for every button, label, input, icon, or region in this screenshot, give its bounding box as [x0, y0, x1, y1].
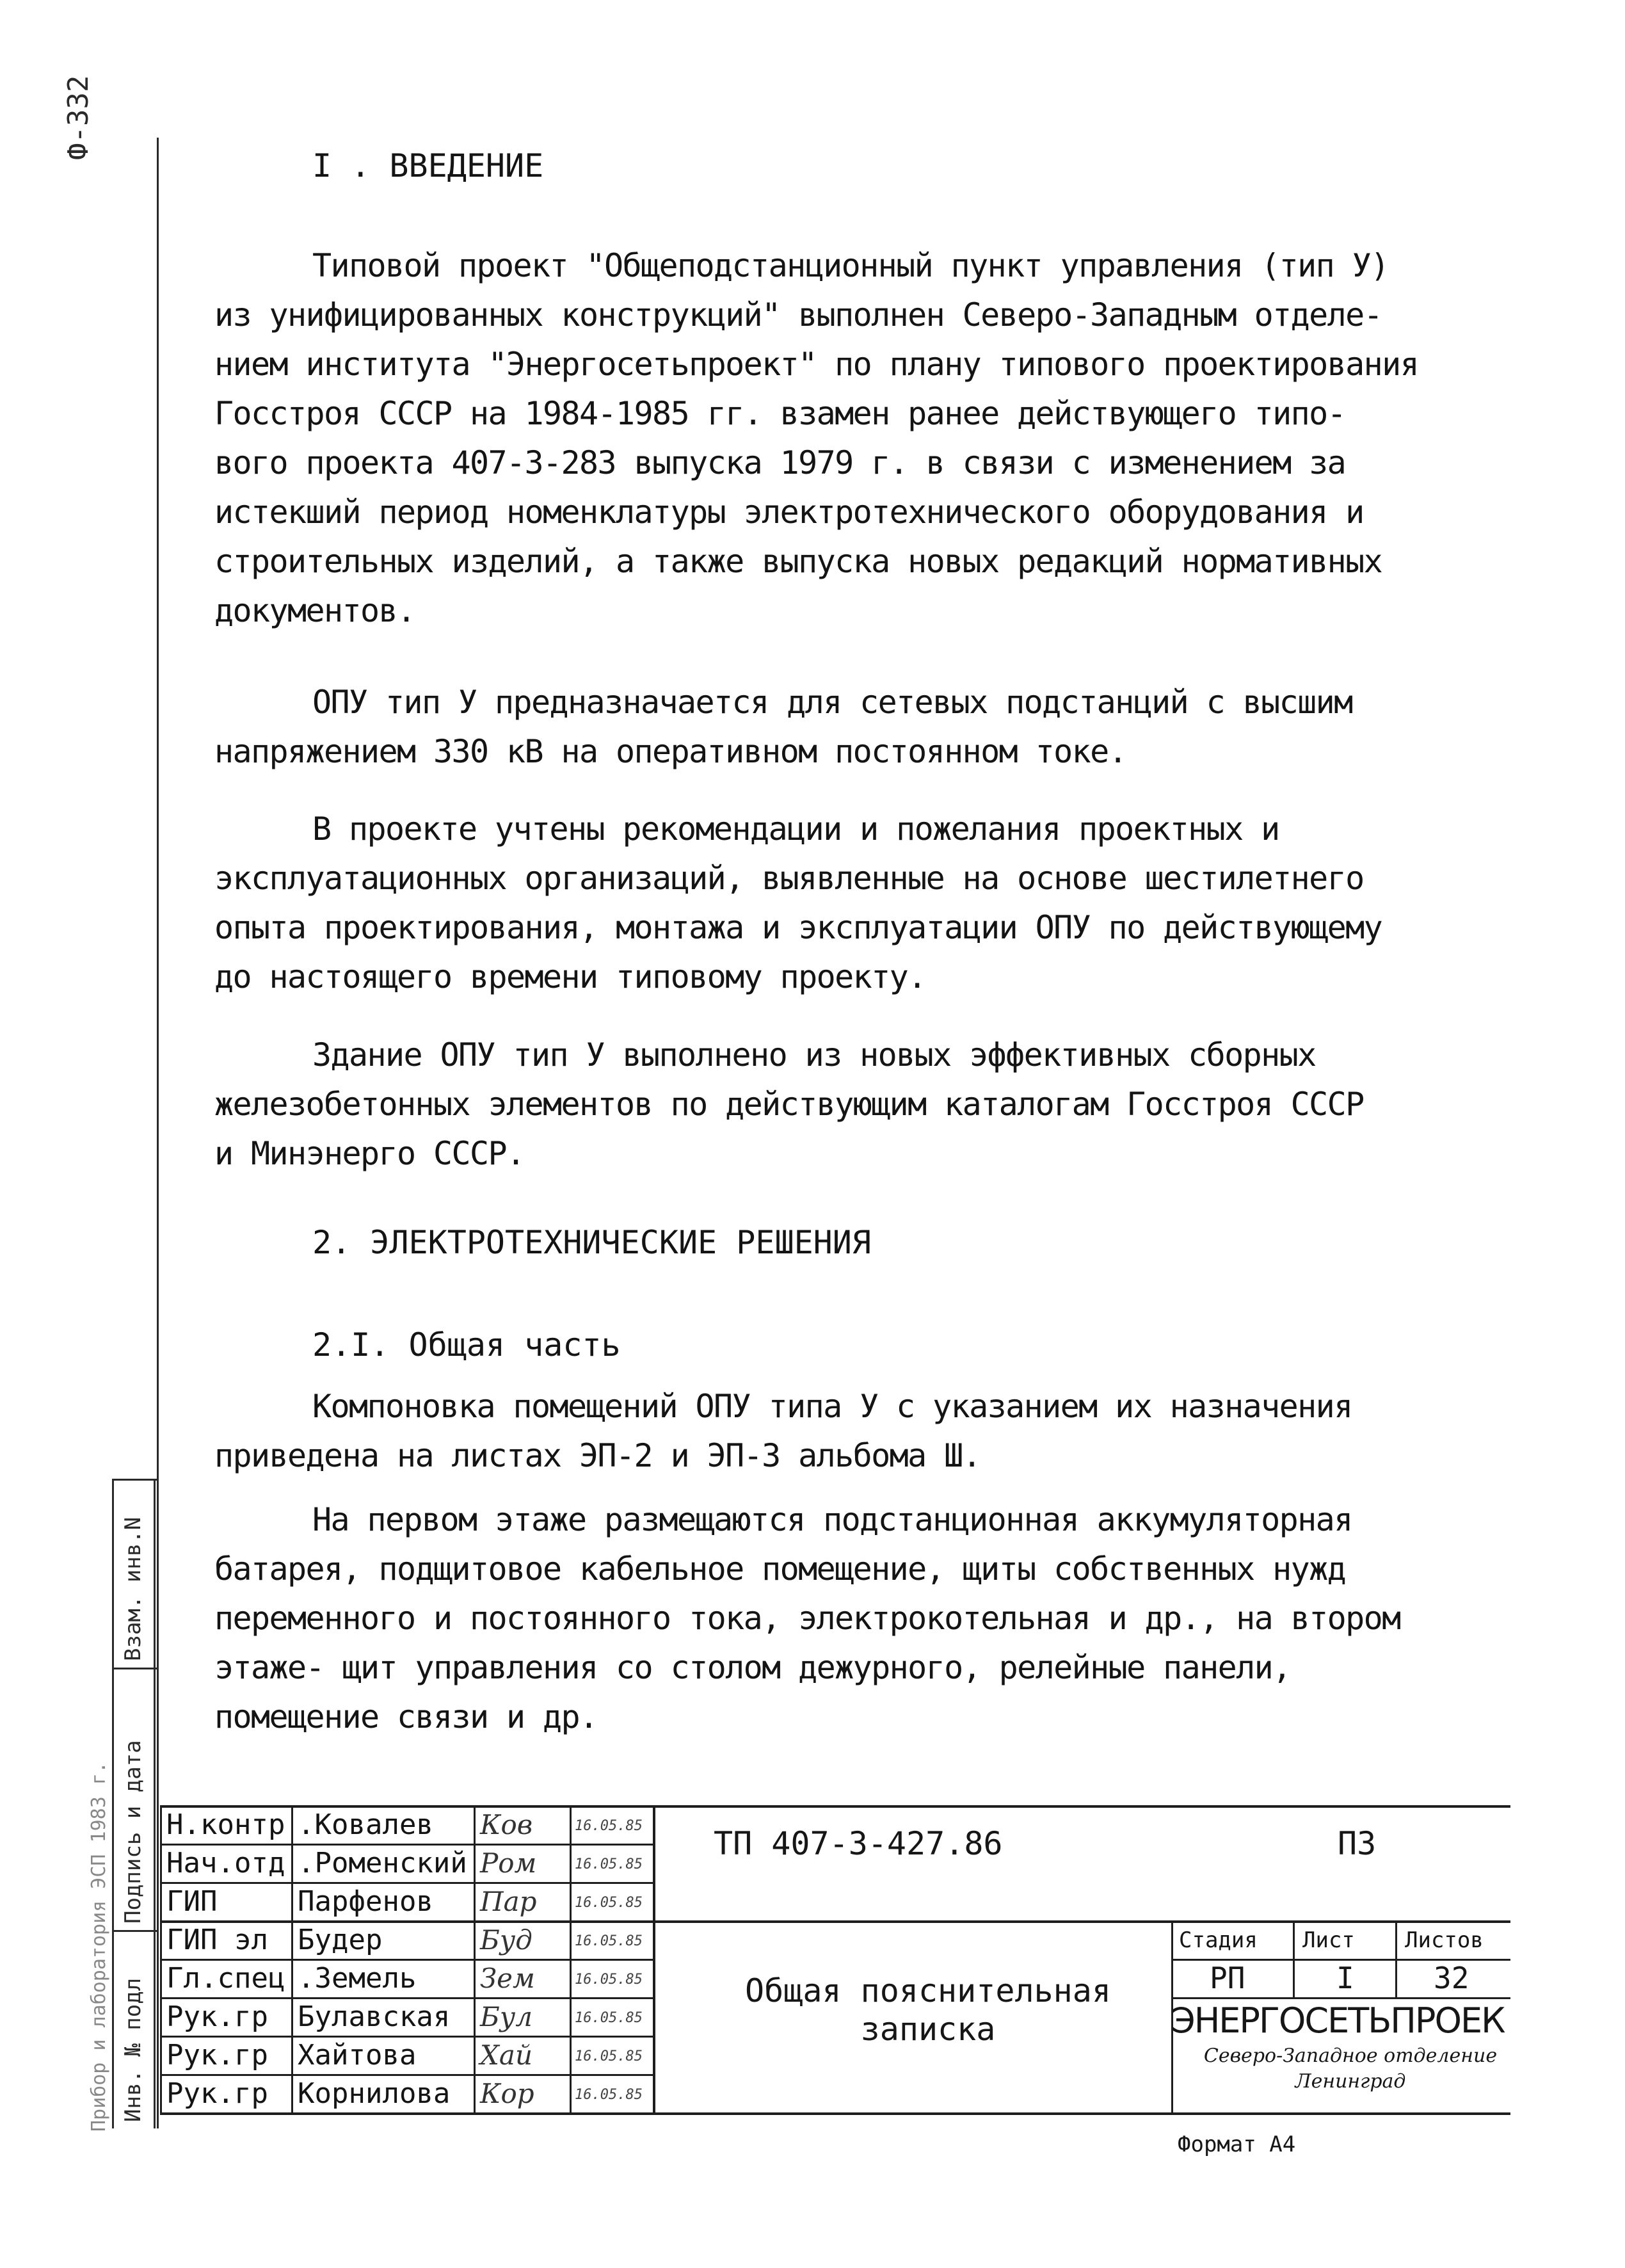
paragraph-line: нием института "Энергосетьпроект" по плану типового проектирования	[214, 346, 1419, 383]
paragraph-line: Компоновка помещений ОПУ типа У с указанием их назначения	[312, 1388, 1352, 1425]
project-code: ТП 407-3-427.86	[714, 1825, 1003, 1862]
paragraph-line: эксплуатационных организаций, выявленные на основе шестилетнего	[214, 860, 1364, 897]
paragraph-line: истекший период номенклатуры электротехнического оборудования и	[214, 494, 1364, 531]
side-stamp-divider	[112, 1930, 157, 1932]
title-block-rule	[160, 2036, 653, 2038]
document-code: ПЗ	[1338, 1825, 1377, 1862]
side-stamp	[42, 1479, 157, 2132]
paragraph-line: ОПУ тип У предназначается для сетевых подстанций с высшим	[312, 684, 1352, 721]
title-block-rule	[653, 1805, 655, 2115]
title-block-border	[160, 2112, 1510, 2115]
side-stamp-divider	[112, 1668, 157, 1669]
paragraph-line: Здание ОПУ тип У выполнено из новых эффективных сборных	[312, 1036, 1316, 1074]
stamp-label-inventory: Инв. № подл	[120, 1977, 146, 2122]
signature: Ков	[480, 1809, 533, 1840]
paragraph-line: из унифицированных конструкций" выполнен Северо-Западным отделе-	[214, 296, 1382, 334]
signer-role: Рук.гр	[166, 2077, 268, 2110]
paragraph-line: В проекте учтены рекомендации и пожелания проектных и	[312, 810, 1279, 848]
document-title: Общая пояснительная записка	[745, 1972, 1111, 2048]
paragraph-line: На первом этаже размещаются подстанционная аккумуляторная	[312, 1501, 1352, 1538]
sign-date: 16.05.85	[575, 1895, 643, 1911]
signer-name: Парфенов	[298, 1885, 433, 1918]
heading-section-2-1: 2.I. Общая часть	[312, 1326, 621, 1363]
signer-name: Хайтова	[298, 2039, 417, 2071]
signer-name: .Ковалев	[298, 1808, 433, 1841]
paragraph-line: железобетонных элементов по действующим каталогам Госстроя СССР	[214, 1086, 1364, 1123]
paragraph-line: помещение связи и др.	[214, 1698, 598, 1735]
signature: Пар	[480, 1886, 537, 1917]
title-block-rule	[291, 1805, 293, 2115]
title-block-rule	[160, 2074, 653, 2076]
paragraph-line: вого проекта 407-3-283 выпуска 1979 г. в связи с изменением за	[214, 444, 1346, 481]
paragraph-line: документов.	[214, 592, 415, 629]
paragraph-line: и Минэнерго СССР.	[214, 1135, 525, 1172]
title-block-rule	[474, 1805, 476, 2115]
paragraph-line: приведена на листах ЭП-2 и ЭП-3 альбома Ш.	[214, 1437, 981, 1474]
sheet-label: Лист	[1302, 1927, 1355, 1953]
side-stamp-divider	[112, 1479, 157, 1481]
side-stamp-border	[154, 1479, 156, 2128]
margin-line	[157, 138, 159, 2128]
organization-name: ЭНЕРГОСЕТЬПРОЕК	[1171, 2000, 1505, 2041]
title-block-rule	[570, 1805, 572, 2115]
sheets-label: Листов	[1405, 1927, 1484, 1953]
sign-date: 16.05.85	[575, 1972, 643, 1988]
title-block-rule	[160, 1882, 653, 1884]
signer-role: Нач.отд	[166, 1847, 285, 1879]
title-block-rule	[1171, 1997, 1510, 1999]
paragraph-line: батарея, подщитовое кабельное помещение, щиты собственных нужд	[214, 1550, 1346, 1588]
sign-date: 16.05.85	[575, 2010, 643, 2026]
stamp-label-replacement: Взам. инв.N	[120, 1516, 146, 1661]
title-block-rule	[160, 1997, 653, 1999]
signer-name: Булавская	[298, 2000, 451, 2033]
signature: Хай	[480, 2039, 532, 2071]
signature: Бул	[480, 2001, 532, 2032]
heading-section-2: 2. ЭЛЕКТРОТЕХНИЧЕСКИЕ РЕШЕНИЯ	[312, 1224, 871, 1261]
organization-branch: Северо-Западное отделение	[1203, 2045, 1498, 2067]
paragraph-line: до настоящего времени типовому проекту.	[214, 958, 926, 995]
signer-role: Рук.гр	[166, 2039, 268, 2071]
sign-date: 16.05.85	[575, 2087, 643, 2103]
signer-name: .Роменский	[298, 1847, 467, 1879]
sign-date: 16.05.85	[575, 2048, 643, 2064]
paragraph-line: переменного и постоянного тока, электрокотельная и др., на втором	[214, 1600, 1400, 1637]
signer-role: ГИП эл	[166, 1924, 268, 1956]
title-block-border	[160, 1805, 162, 2115]
title-block-rule	[1395, 1920, 1397, 1997]
title-block-rule	[160, 1959, 653, 1961]
sign-date: 16.05.85	[575, 1818, 643, 1834]
signer-name: Корнилова	[298, 2077, 451, 2110]
signature: Зем	[480, 1963, 535, 1994]
signature: Буд	[480, 1924, 532, 1956]
sheet-value: I	[1336, 1961, 1354, 1995]
signer-role: Рук.гр	[166, 2000, 268, 2033]
stage-label: Стадия	[1179, 1927, 1258, 1953]
paper-format: Формат А4	[1178, 2132, 1296, 2157]
title-block-rule	[1293, 1920, 1295, 1997]
signature: Ром	[480, 1847, 537, 1879]
side-document-code: Ф-332	[62, 75, 95, 160]
sign-date: 16.05.85	[575, 1933, 643, 1949]
paragraph-line: Госстроя СССР на 1984-1985 гг. взамен ранее действующего типо-	[214, 395, 1346, 432]
signer-name: .Земель	[298, 1962, 417, 1995]
signature: Кор	[480, 2078, 534, 2109]
signer-role: Н.контр	[166, 1808, 285, 1841]
paragraph-line: этаже- щит управления со столом дежурного, релейные панели,	[214, 1649, 1291, 1686]
sheets-value: 32	[1434, 1961, 1469, 1995]
paragraph-line: Типовой проект "Общеподстанционный пункт управления (тип У)	[312, 247, 1389, 284]
title-block-rule	[160, 1844, 653, 1846]
stamp-label-signature-date: Подпись и дата	[120, 1740, 146, 1924]
signer-role: Гл.спец	[166, 1962, 285, 1995]
title-block	[160, 1805, 1510, 2128]
stage-value: РП	[1210, 1961, 1245, 1995]
signer-role: ГИП	[166, 1885, 218, 1918]
sign-date: 16.05.85	[575, 1856, 643, 1872]
side-stamp-border	[112, 1479, 114, 2128]
organization-city: Ленинград	[1295, 2070, 1406, 2093]
signer-name: Будер	[298, 1924, 383, 1956]
faded-stamp-text: Прибор и лаборатория ЭСП 1983 г.	[88, 1762, 110, 2132]
paragraph-line: строительных изделий, а также выпуска новых редакций нормативных	[214, 543, 1382, 580]
paragraph-line: опыта проектирования, монтажа и эксплуатации ОПУ по действующему	[214, 909, 1382, 946]
heading-introduction: I . ВВЕДЕНИЕ	[312, 147, 544, 184]
paragraph-line: напряжением 330 кВ на оперативном постоянном токе.	[214, 733, 1127, 770]
